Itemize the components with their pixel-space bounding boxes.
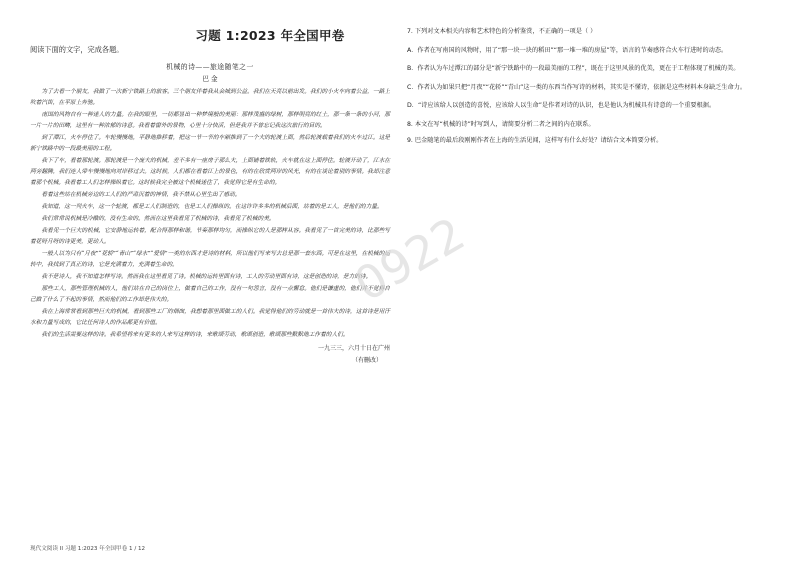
left-column xyxy=(30,44,390,367)
question-8 xyxy=(407,120,779,131)
article-author: 巴 金 xyxy=(202,75,218,83)
option-d: D．“诗应该给人以创造的喜悦，应该给人以生命”是作者对诗的认识，也是他认为机械具有诗意的一个重要根据。 xyxy=(407,102,716,109)
article-paragraph: 为了去看一个朋友，我做了一次新宁铁路上的旅客。三个朋友伴着我从会城到公益。我们在天亮以前出发。我们的小火车向着公益，一路上吹着汽笛，在平原上奔驰。 xyxy=(30,89,390,106)
article-paragraph: 我们的生活需要这样的诗。我希望将来有更多的人来写这样的诗，来歌颂劳动，歌颂创造，歌颂那些默默地工作着的人们。 xyxy=(41,332,349,338)
article-note: （有删改） xyxy=(351,357,382,364)
article-paragraph: 那些工人，那些管理机械的人，他们站在自己的岗位上，做着自己的工作，没有一句怨言，没有一点懈怠。他们是谦虚的，他们并不觉得自己做了什么了不起的事情，然而他们的工作却是伟大的。 xyxy=(30,286,390,303)
page-footer: 现代文阅读 II 习题 1:2023 年全国甲卷 1 / 12 xyxy=(30,546,146,552)
question-stem: 本文在写“机械的诗”时写到人，请简要分析二者之间的内在联系。 xyxy=(414,120,595,128)
question-stem: 巴金随笔的最后段刚刚作者在上海的生活见闻，这样写有什么好处？请结合文本简要分析。 xyxy=(414,137,663,144)
instruction-text: 阅读下面的文字，完成各题。 xyxy=(30,45,124,54)
question-number: 8. xyxy=(407,120,413,128)
question-number: 7. xyxy=(407,28,413,35)
question-9 xyxy=(407,136,779,147)
option-a: A．作者在写南国的风物时，用了“那一块一块的稻田”“那一堆一堆的房屋”等，语言的节奏感符合火车行进时的动态。 xyxy=(407,46,728,54)
option-c: C．作者认为如果只把“月夜”“花轿”“青山”这一类的东西当作写诗的材料，其实是不懂诗，依据是这些材料本身缺乏生命力。 xyxy=(407,83,747,91)
article-paragraph: 我知道，这一列火车，这一个轮渡，都是工人们制造的，也是工人们操纵的。在这许许多多的机械后面，站着的是工人，是他们的力量。 xyxy=(41,204,383,210)
question-number: 9. xyxy=(407,137,413,144)
article-paragraph: 我看见一个巨大的机械，它安静地运转着，配合得那样和谐，节奏那样均匀，而操纵它的人是那样从容。我看见了一首完美的诗，比那些写着花呀月呀的诗更美，更动人。 xyxy=(30,228,390,245)
question-stem: 下列对文本相关内容和艺术特色的分析鉴赏，不正确的一项是（ ） xyxy=(414,28,597,35)
article-paragraph: 我不是诗人，我不知道怎样写诗。然而我在这里看见了诗。机械的运转里面有诗，工人的劳动里面有诗，这是创造的诗，是力的诗。 xyxy=(41,274,372,280)
article-paragraph: 看着这些站在机械旁边的工人们的严肃沉着的神情，我不禁从心里生出了感动。 xyxy=(41,192,241,198)
article-date: 一九三三，六月十日在广州 xyxy=(317,345,390,352)
article-body xyxy=(30,87,390,341)
article-paragraph: 一般人以为只有“月夜”“花轿”“青山”“绿水”“爱情”一类的东西才是诗的材料，所以他们写来写去总是那一套东西。可是在这里，在机械的运转中，我找到了真正的诗，它是充满着力，充满着生命的。 xyxy=(30,251,390,268)
article-paragraph: 南国的风物自有一种迷人的力量。在我的眼里，一切都显出一种梦境般的美丽：那样茂盛的绿树，那样明亮的红土，那一条一条的小河，那一片一片的田畴，这里有一种浓郁的诗意。我看着窗外的景物，心里十分快活，但是我并不曾忘记我这次旅行的目的。 xyxy=(30,112,390,129)
article-paragraph: 我下了车，看着那轮渡。那轮渡是一个庞大的机械，差不多有一座房子那么大，上面铺着铁轨，火车就在这上面停住。轮渡开动了，江水在两旁翻腾，我们连人带车慢慢地向对岸移过去。这时候，人们都在看着江上的景色，有的在欣赏两岸的风光，有的在谈论着别的事情。我却注意着那个机械。我看着工人们怎样操纵着它。这时候我完全被这个机械迷住了，我觉得它是有生命的。 xyxy=(30,158,390,186)
page-title: 习题 1:2023 年全国甲卷 xyxy=(195,28,345,43)
article-paragraph: 我们常常说机械是冷酷的，没有生命的。然而在这里我看见了机械的诗，我看见了机械的美。 xyxy=(41,216,275,222)
option-b: B．作者认为车过潭江的部分是“新宁铁路中的一段最美丽的工程”，既在于这里风景的优美，更在于工程体现了机械的美。 xyxy=(407,65,740,72)
question-7 xyxy=(407,27,779,38)
right-column xyxy=(407,27,779,153)
article-paragraph: 到了潭江，火车停住了。车轮慢慢地，平静地推移着，把这一节一节的车厢推到了一个大的轮渡上面，然后轮渡载着我们的火车过江。这是新宁铁路中的一段最美丽的工程。 xyxy=(30,135,390,152)
article-title: 机械的诗——旅途随笔之一 xyxy=(166,63,254,71)
article-paragraph: 我在上海常常看到那些巨大的机械，看到那些工厂的烟囱，我想着那里面做工的人们。我觉得他们的劳动就是一首伟大的诗，这首诗是用汗水和力量写成的，它比任何诗人的作品都更有价值。 xyxy=(30,309,390,326)
watermark-text: 0922 xyxy=(345,206,474,312)
